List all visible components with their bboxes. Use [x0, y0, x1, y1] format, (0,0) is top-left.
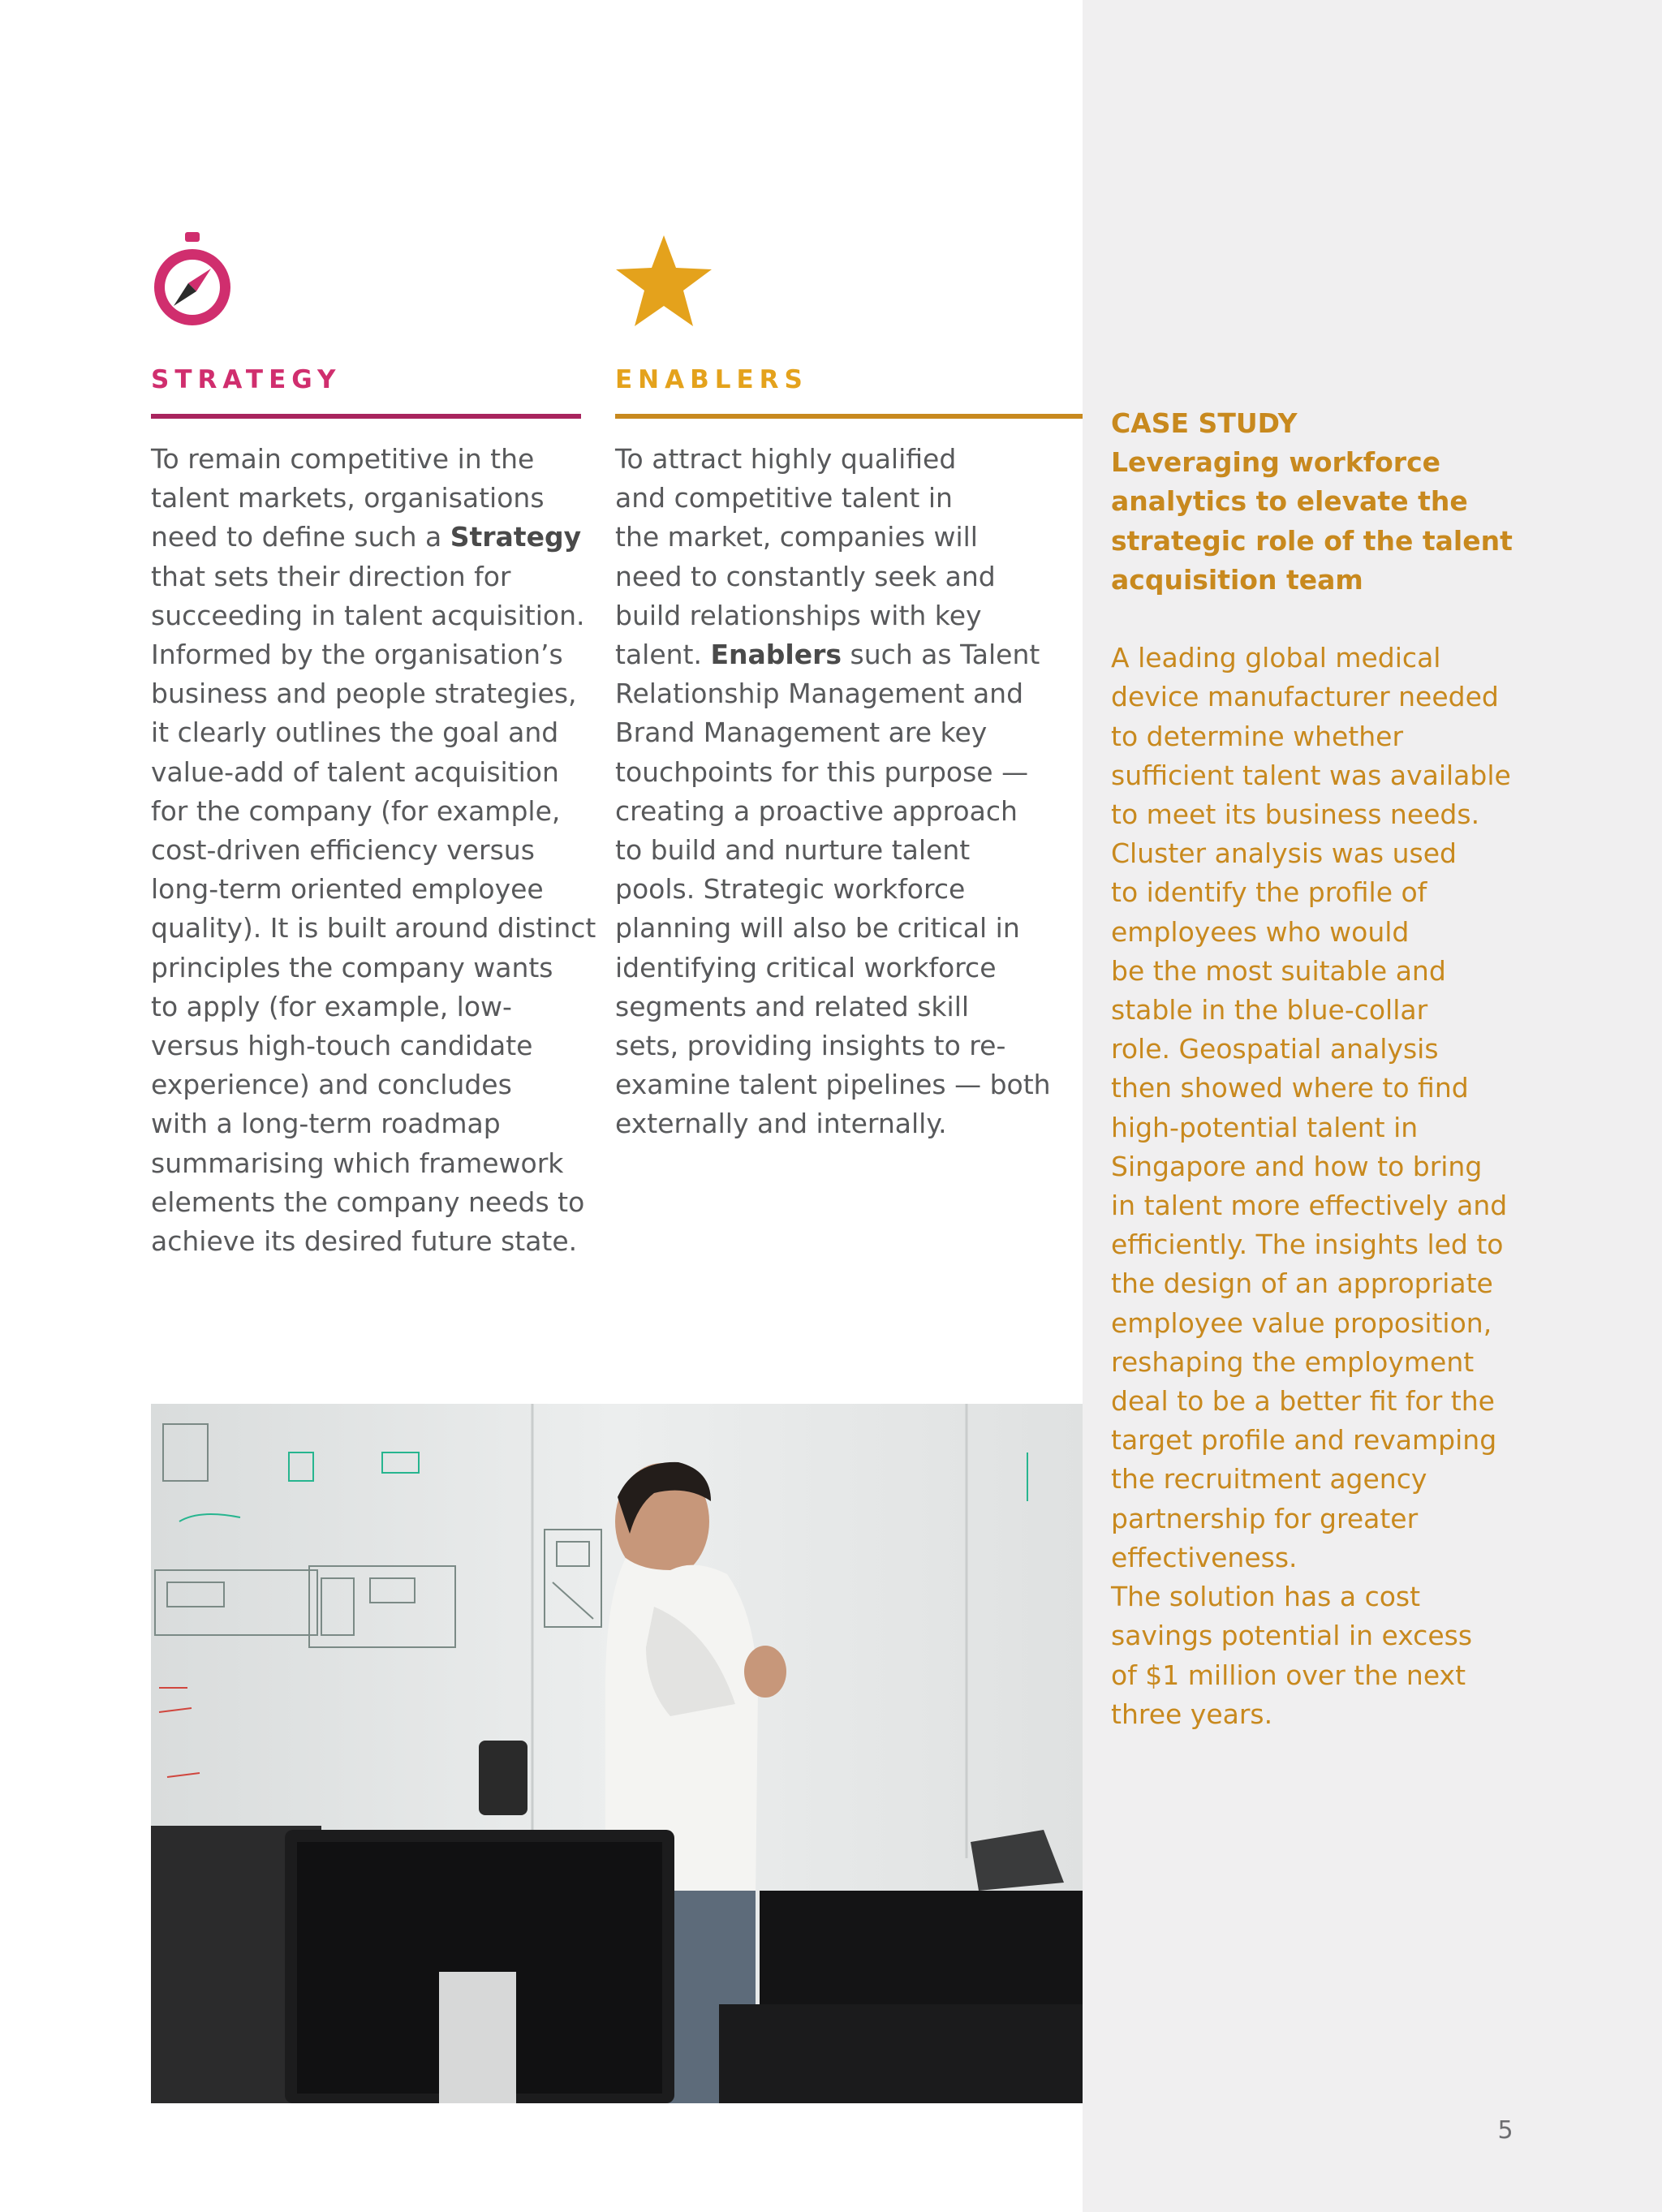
enablers-body: To attract highly qualified and competitive talent in the market, companies will need to constantly seek and build relationships with key talent. Enablers such as Talent Relationship Management and Brand Management are key touchpoints for this purpose — creating a proactive approach to build and nurture talent pools. Strategic workforce planning will also be critical in identifying critical workforce segments and related skill sets, providing insights to re- examine talent pipelines — both externally and internally. [615, 443, 1051, 1140]
case-study-title-line: analytics to elevate the [1111, 485, 1468, 518]
strategy-divider [151, 414, 581, 419]
enablers-divider [615, 414, 1083, 419]
man-at-whiteboard-photo [151, 1404, 1083, 2103]
compass-icon [149, 230, 235, 331]
enablers-bold: Enablers [710, 639, 842, 671]
case-study-title-line: Leveraging workforce [1111, 446, 1441, 479]
strategy-body: To remain competitive in the talent markets, organisations need to define such a Strategy that sets their direction for succeeding in talent acquisition. Informed by the organisation’s business and people strategies, it clearly outlines the goal and value-add of talent acquisition for the company (for example, cost-driven efficiency versus long-term oriented employee quality). It is built around distinct principles the company wants to apply (for example, low- versus high-touch candidate experience) and concludes with a long-term roadmap summarising which framework elements the company needs to achieve its desired future state. [151, 443, 596, 1258]
star-icon [614, 234, 714, 329]
case-study-label: CASE STUDY [1111, 407, 1298, 439]
case-study-title-line: acquisition team [1111, 563, 1363, 596]
case-study: CASE STUDY Leveraging workforce analytics to elevate the strategic role of the talent acquisition team A leading global medical device manufacturer needed to determine whether sufficient talent was available to meet its business needs. Cluster analysis was used to identify the profile of employees who would be the most suitable and stable in the blue-collar role. Geospatial analysis then showed where to find high-potential talent in Singapore and how to bring in talent more effectively and efficiently. The insights led to the design of an appropriate employee value proposition, reshaping the employment deal to be a better fit for the target profile and revamping the recruitment agency partnership for greater effectiveness. The solution has a cost savings potential in excess of $1 million over the next three years. [1111, 404, 1630, 1734]
strategy-bold: Strategy [450, 521, 582, 553]
enablers-heading: ENABLERS [615, 365, 808, 394]
page-number: 5 [1497, 2116, 1513, 2145]
case-study-title-line: strategic role of the talent [1111, 524, 1513, 557]
strategy-heading: STRATEGY [151, 365, 342, 394]
